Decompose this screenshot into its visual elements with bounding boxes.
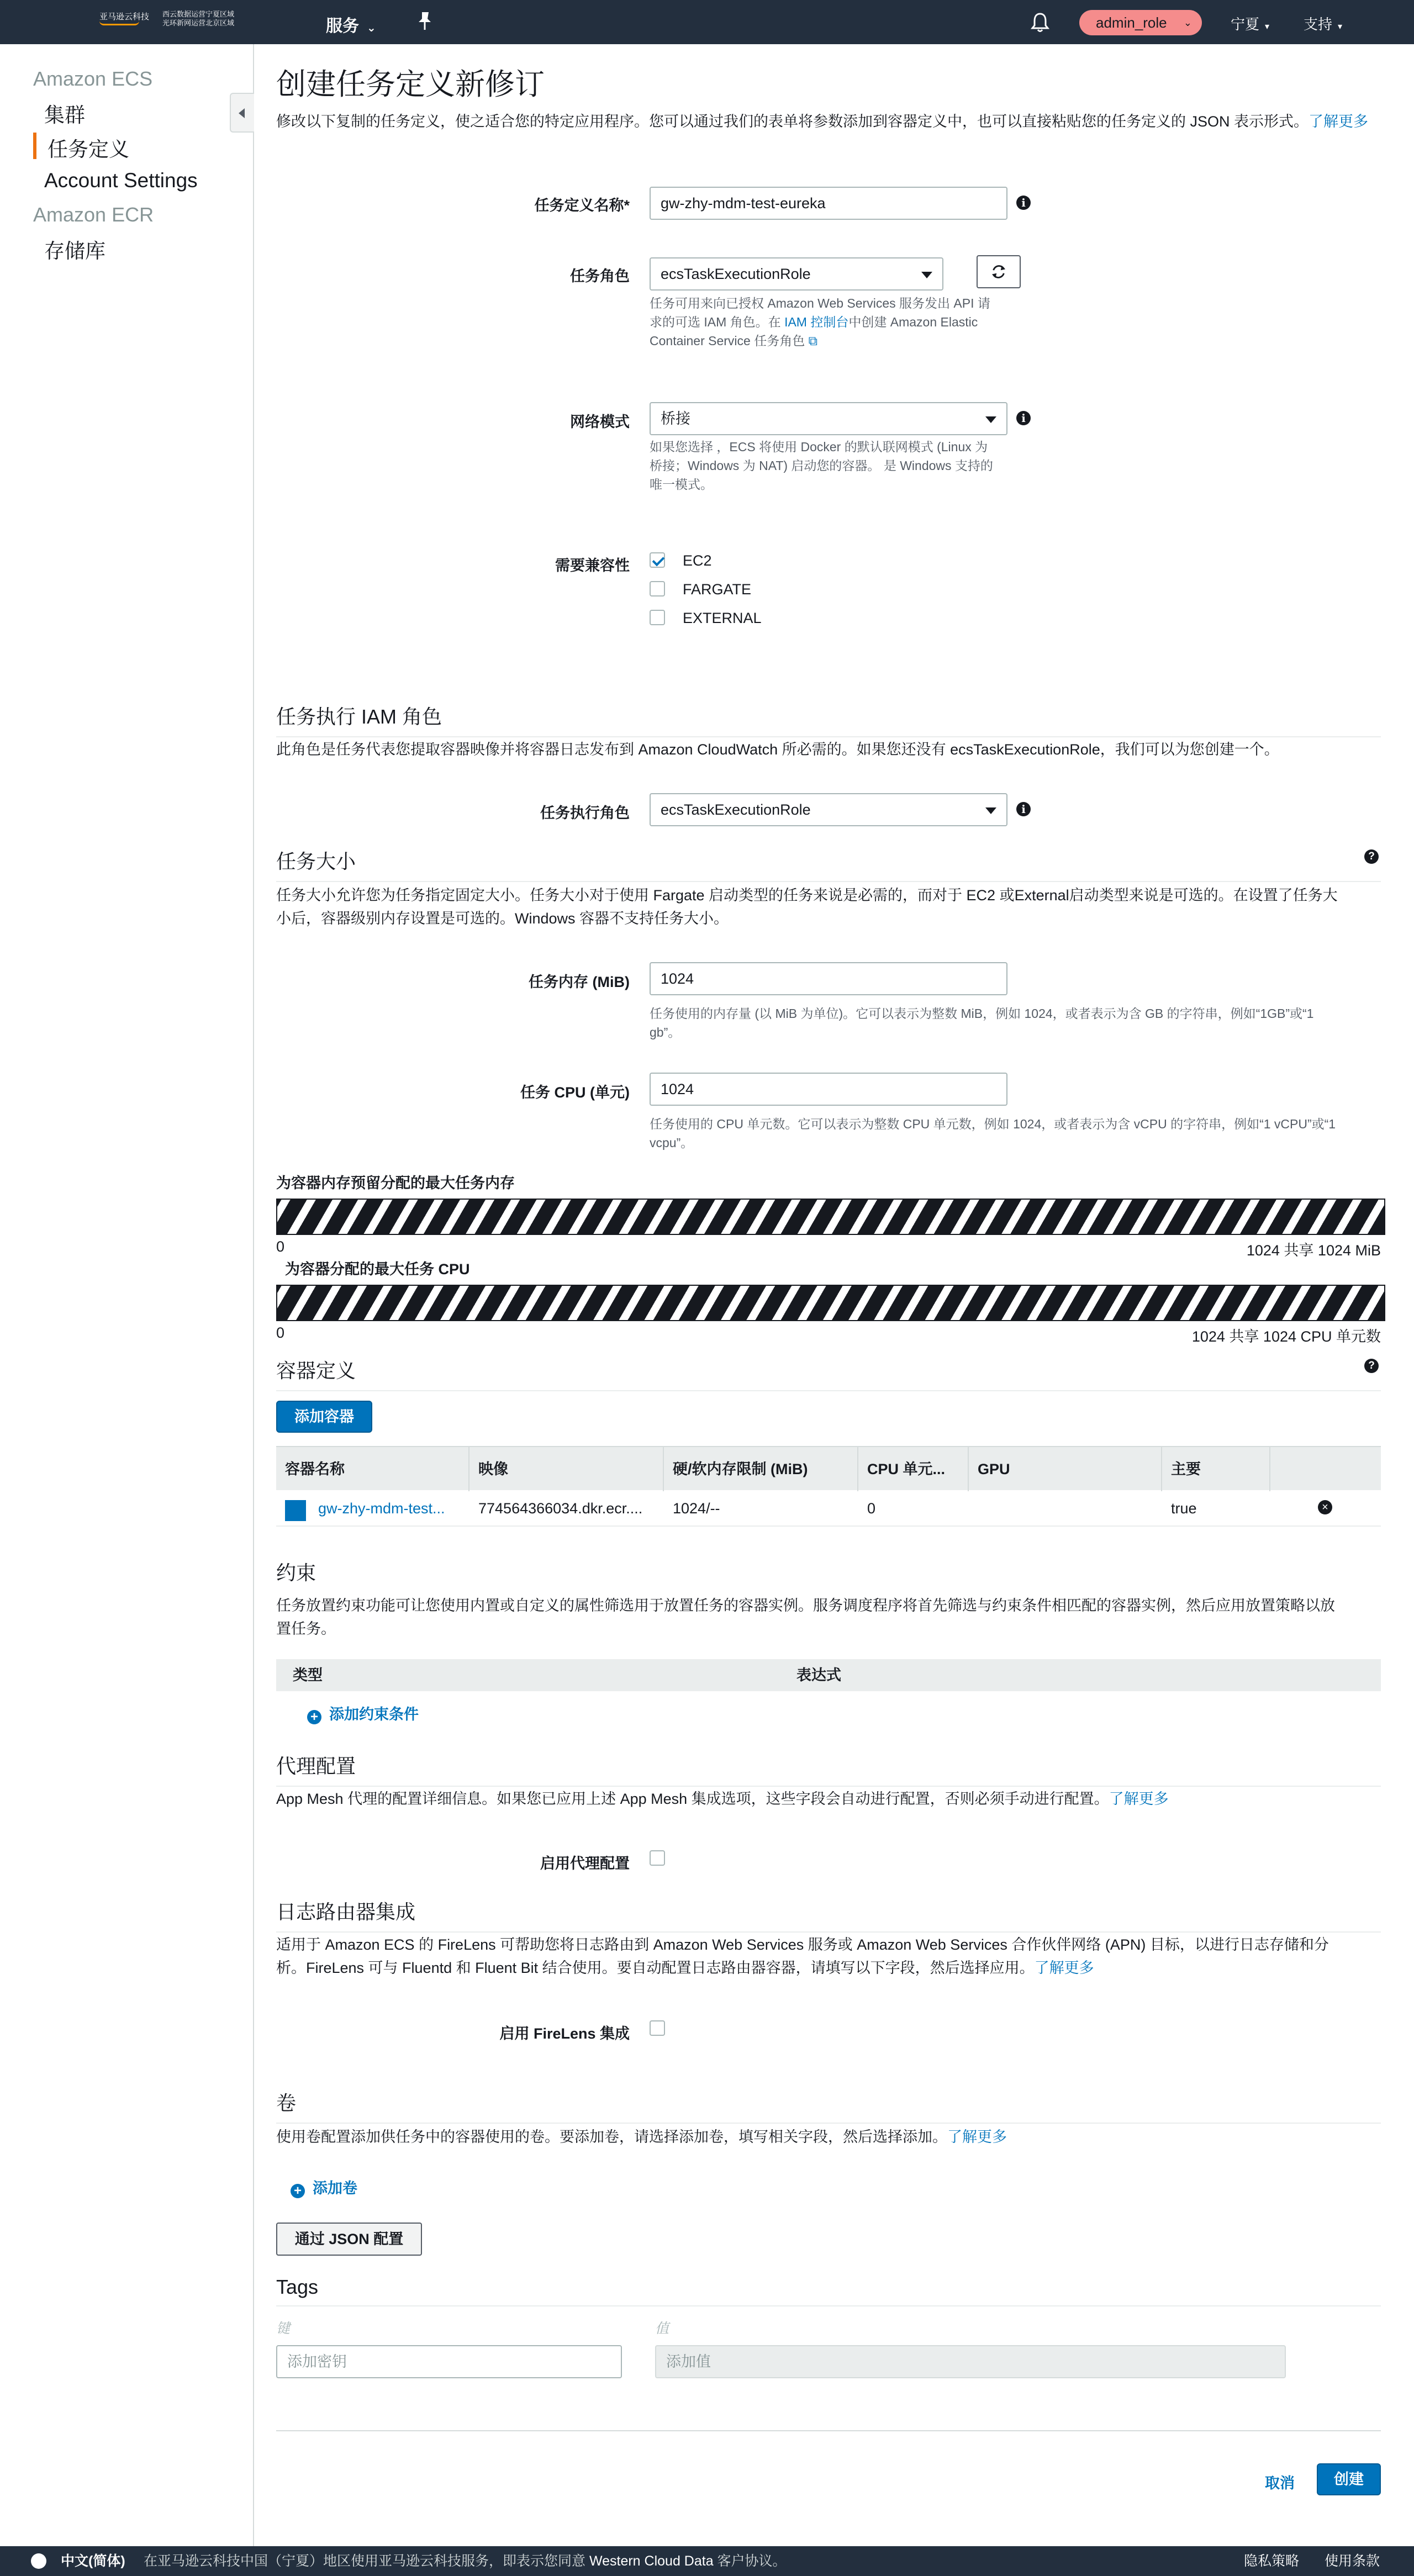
footer-agreement-party: Western Cloud Data xyxy=(589,2553,714,2569)
column-header[interactable]: 主要 xyxy=(1162,1447,1270,1491)
task-role-select[interactable] xyxy=(650,257,943,291)
info-icon[interactable] xyxy=(1016,802,1031,816)
network-mode-hint-line: 如果您选择 ，ECS 将使用 Docker 的默认联网模式 (Linux 为 xyxy=(650,440,988,454)
sidebar-collapse-button[interactable] xyxy=(230,93,254,133)
volumes-description-text: 使用卷配置添加供任务中的容器使用的卷。要添加卷，请选择添加卷，填写相关字段，然后选择添加。 xyxy=(276,2129,947,2145)
constraints-description xyxy=(276,1594,1381,1640)
support-label: 支持 xyxy=(1304,16,1333,33)
services-menu[interactable] xyxy=(326,12,376,36)
pin-icon[interactable] xyxy=(416,10,433,32)
firelens-description xyxy=(276,1933,1381,1979)
task-cpu-label: 任务 CPU (单元) xyxy=(520,1084,630,1101)
learn-more-link[interactable]: 了解更多 xyxy=(947,2129,1007,2145)
chevron-down-icon: ⌄ xyxy=(367,22,376,34)
firelens-description-line: 析。FireLens 可与 Fluentd 和 Fluent Bit 结合使用。要自动配置日志路由器容器，请填写以下字段，然后选择应用。 xyxy=(276,1960,1035,1976)
ec2-label: EC2 xyxy=(683,552,712,569)
task-memory-hint xyxy=(650,1004,1390,1042)
refresh-button[interactable] xyxy=(977,255,1021,288)
tag-key-column-label: 键 xyxy=(276,2321,291,2336)
memory-allocation-meter xyxy=(276,1199,1385,1235)
container-essential: true xyxy=(1171,1500,1197,1517)
external-label: EXTERNAL xyxy=(683,610,762,626)
page-description xyxy=(276,110,1381,133)
cancel-link[interactable]: 取消 xyxy=(1265,2475,1295,2491)
caret-down-icon xyxy=(985,807,996,814)
external-checkbox[interactable] xyxy=(650,610,665,625)
task-size-description-line: 任务大小允许您为任务指定固定大小。任务大小对于使用 Fargate 启动类型的任务来说是必需的，而对于 EC2 或External启动类型来说是可选的。在设置了任务大 xyxy=(276,887,1338,904)
task-memory-label: 任务内存 (MiB) xyxy=(529,974,630,990)
column-header[interactable]: CPU 单元... xyxy=(858,1447,969,1491)
network-mode-value: 桥接 xyxy=(661,410,690,427)
cpu-allocation-meter xyxy=(276,1285,1385,1321)
iam-console-link[interactable]: IAM 控制台 xyxy=(784,315,849,329)
volumes-description xyxy=(276,2125,1381,2149)
plus-circle-icon: + xyxy=(291,2184,305,2198)
chevron-down-icon: ▾ xyxy=(1265,22,1270,31)
create-button[interactable]: 创建 xyxy=(1317,2463,1381,2495)
task-role-hint-line: 求的可选 IAM 角色。在 xyxy=(650,315,785,329)
sidebar-active-marker xyxy=(33,133,36,159)
enable-proxy-label: 启用代理配置 xyxy=(540,1855,630,1872)
container-color-swatch xyxy=(285,1500,306,1521)
task-role-label: 任务角色 xyxy=(570,268,630,284)
support-menu[interactable] xyxy=(1304,13,1342,34)
add-container-button[interactable]: 添加容器 xyxy=(276,1401,372,1433)
exec-role-label: 任务执行角色 xyxy=(540,805,630,821)
task-size-description xyxy=(276,884,1381,930)
enable-proxy-checkbox[interactable] xyxy=(650,1850,665,1866)
column-header[interactable]: 映像 xyxy=(469,1447,664,1491)
tags-section-title: Tags xyxy=(276,2276,1381,2306)
remove-container-icon[interactable]: × xyxy=(1318,1500,1332,1514)
firelens-section-title: 日志路由器集成 xyxy=(276,1897,1381,1933)
task-role-value: ecsTaskExecutionRole xyxy=(661,266,811,282)
top-navigation xyxy=(0,0,1414,44)
column-header[interactable]: 容器名称 xyxy=(276,1447,469,1491)
fargate-checkbox[interactable] xyxy=(650,581,665,597)
sidebar-item-repositories[interactable]: 存储库 xyxy=(44,240,105,262)
account-role-menu[interactable] xyxy=(1079,10,1202,35)
add-volume-link[interactable] xyxy=(291,2176,357,2198)
logo-region-beijing: 光环新网运营北京区域 xyxy=(162,19,235,27)
chevron-down-icon: ⌄ xyxy=(1183,17,1192,28)
tag-value-input[interactable]: 添加值 xyxy=(655,2345,1286,2378)
region-label: 宁夏 xyxy=(1231,16,1260,33)
task-def-name-label: 任务定义名称* xyxy=(534,197,630,214)
logo-region-ningxia: 西云数据运营宁夏区域 xyxy=(162,10,235,18)
cpu-meter-min: 0 xyxy=(276,1324,285,1341)
page-description-text: 修改以下复制的任务定义，使之适合您的特定应用程序。您可以通过我们的表单将参数添加到容器定义中，也可以直接粘贴您的任务定义的 JSON 表示形式。 xyxy=(276,113,1309,130)
role-label: admin_role xyxy=(1096,14,1167,31)
constraints-description-line: 任务放置约束功能可让您使用内置或自定义的属性筛选用于放置任务的容器实例。服务调度程序将首先筛选与约束条件相匹配的容器实例，然后应用放置策略以放 xyxy=(276,1597,1335,1614)
footer xyxy=(0,2546,1414,2576)
services-label: 服务 xyxy=(326,17,359,35)
learn-more-link[interactable]: 了解更多 xyxy=(1109,1791,1169,1807)
globe-icon xyxy=(31,2553,46,2569)
caret-down-icon xyxy=(985,416,996,423)
info-icon[interactable] xyxy=(1016,411,1031,425)
network-mode-label: 网络模式 xyxy=(570,414,630,430)
footer-agreement-text: 在亚马逊云科技中国（宁夏）地区使用亚马逊云科技服务，即表示您同意 xyxy=(144,2553,589,2569)
exec-role-section-title: 任务执行 IAM 角色 xyxy=(276,701,1381,737)
task-cpu-input[interactable]: 1024 xyxy=(650,1073,1007,1106)
configure-via-json-button[interactable]: 通过 JSON 配置 xyxy=(276,2223,422,2256)
constraints-table-header xyxy=(276,1659,1381,1691)
ec2-checkbox[interactable] xyxy=(650,552,665,568)
task-cpu-hint-line: vcpu”。 xyxy=(650,1136,694,1150)
footer-agreement xyxy=(144,2546,787,2576)
constraint-type-header: 类型 xyxy=(293,1667,323,1683)
network-mode-hint xyxy=(650,437,1036,494)
page-title: 创建任务定义新修订 xyxy=(276,68,545,101)
constraint-expression-header: 表达式 xyxy=(796,1667,841,1683)
memory-meter-label: 为容器内存预留分配的最大任务内存 xyxy=(276,1175,515,1191)
add-constraint-link[interactable] xyxy=(307,1702,419,1724)
terms-of-use-link[interactable]: 使用条款 xyxy=(1325,2553,1380,2569)
tag-value-column-label: 值 xyxy=(655,2321,669,2336)
table-row xyxy=(276,1490,1381,1527)
task-memory-input[interactable]: 1024 xyxy=(650,962,1007,995)
cpu-meter-label: 为容器分配的最大任务 CPU xyxy=(285,1261,470,1278)
proxy-description xyxy=(276,1787,1381,1810)
container-defs-section-title: 容器定义 xyxy=(276,1355,1381,1391)
container-table xyxy=(276,1446,1381,1529)
compatibility-label: 需要兼容性 xyxy=(555,557,630,574)
network-mode-hint-line: 桥接；Windows 为 NAT) 启动您的容器。 是 Windows 支持的 xyxy=(650,458,993,473)
help-icon[interactable]: ? xyxy=(1364,1359,1379,1373)
network-mode-select[interactable] xyxy=(650,402,1007,435)
task-size-description-line: 小后，容器级别内存设置是可选的。Windows 容器不支持任务大小。 xyxy=(276,910,729,927)
sidebar-group-ecr: Amazon ECR xyxy=(33,203,154,226)
proxy-section-title: 代理配置 xyxy=(276,1751,1381,1787)
exec-role-value: ecsTaskExecutionRole xyxy=(661,801,811,818)
container-memory: 1024/-- xyxy=(673,1500,720,1517)
volumes-section-title: 卷 xyxy=(276,2088,1381,2124)
container-cpu: 0 xyxy=(867,1500,876,1517)
plus-circle-icon: + xyxy=(307,1710,321,1724)
container-name-link[interactable]: gw-zhy-mdm-test... xyxy=(318,1500,445,1517)
enable-firelens-label: 启用 FireLens 集成 xyxy=(499,2025,630,2042)
divider xyxy=(276,2430,1381,2431)
task-cpu-hint xyxy=(650,1115,1390,1152)
task-role-hint xyxy=(650,294,1036,350)
language-selector[interactable]: 中文(简体) xyxy=(61,2553,125,2569)
add-volume-label: 添加卷 xyxy=(313,2180,357,2197)
column-header xyxy=(1270,1447,1381,1491)
firelens-description-line: 适用于 Amazon ECS 的 FireLens 可帮助您将日志路由到 Amazon Web Services 服务或 Amazon Web Services 合作伙伴网络 (APN) 目标，以进行日志存储和分 xyxy=(276,1936,1329,1953)
privacy-policy-link[interactable]: 隐私策略 xyxy=(1244,2553,1300,2569)
chevron-down-icon: ▾ xyxy=(1338,22,1343,31)
cpu-meter-max: 1024 共享 1024 CPU 单元数 xyxy=(1191,1328,1381,1345)
memory-meter-min: 0 xyxy=(276,1238,285,1255)
task-size-section-title: 任务大小 xyxy=(276,846,1381,882)
logo-text: 亚马逊云科技 xyxy=(99,12,150,22)
task-cpu-hint-line: 任务使用的 CPU 单元数。它可以表示为整数 CPU 单元数，例如 1024，或者表示为含 vCPU 的字符串，例如“1 vCPU”或“1 xyxy=(650,1117,1336,1131)
task-role-hint-line: 任务可用来向已授权 Amazon Web Services 服务发出 API 请 xyxy=(650,296,990,310)
learn-more-link[interactable]: 了解更多 xyxy=(1309,113,1369,130)
enable-firelens-checkbox[interactable] xyxy=(650,2020,665,2036)
info-icon[interactable] xyxy=(1016,196,1031,210)
logo[interactable] xyxy=(99,10,234,28)
task-def-name-input[interactable]: gw-zhy-mdm-test-eureka xyxy=(650,187,1007,220)
sidebar-group-ecs: Amazon ECS xyxy=(33,67,153,90)
learn-more-link[interactable]: 了解更多 xyxy=(1034,1960,1094,1976)
memory-meter-max: 1024 共享 1024 MiB xyxy=(1246,1242,1381,1259)
external-link-icon[interactable]: ⧉ xyxy=(808,334,818,348)
sidebar xyxy=(0,44,254,2546)
task-role-hint-line: 中创建 Amazon Elastic xyxy=(848,315,978,329)
bell-icon[interactable] xyxy=(1031,11,1049,33)
constraints-description-line: 置任务。 xyxy=(276,1620,336,1637)
column-header[interactable]: 硬/软内存限制 (MiB) xyxy=(664,1447,858,1491)
caret-down-icon xyxy=(921,272,932,278)
add-constraint-label: 添加约束条件 xyxy=(329,1706,419,1723)
footer-agreement-text: 客户协议。 xyxy=(713,2553,787,2569)
fargate-label: FARGATE xyxy=(683,581,752,598)
task-memory-hint-line: 任务使用的内存量 (以 MiB 为单位)。它可以表示为整数 MiB，例如 1024，或者表示为含 GB 的字符串，例如“1GB”或“1 xyxy=(650,1006,1314,1021)
network-mode-hint-line: 唯一模式。 xyxy=(650,477,713,492)
column-header[interactable]: GPU xyxy=(969,1447,1162,1491)
constraints-section-title: 约束 xyxy=(276,1561,316,1584)
tag-key-input[interactable]: 添加密钥 xyxy=(276,2345,622,2378)
help-icon[interactable]: ? xyxy=(1364,849,1379,864)
sidebar-item-account-settings[interactable]: Account Settings xyxy=(44,169,198,192)
exec-role-description: 此角色是任务代表您提取容器映像并将容器日志发布到 Amazon CloudWatch 所必需的。如果您还没有 ecsTaskExecutionRole，我们可以为您创建一个。 xyxy=(276,741,1279,758)
table-header xyxy=(276,1446,1381,1490)
exec-role-select[interactable] xyxy=(650,793,1007,826)
sidebar-item-task-definitions[interactable]: 任务定义 xyxy=(48,138,129,161)
task-memory-hint-line: gb”。 xyxy=(650,1025,681,1039)
sidebar-item-clusters[interactable]: 集群 xyxy=(44,104,85,126)
proxy-description-text: App Mesh 代理的配置详细信息。如果您已应用上述 App Mesh 集成选项，这些字段会自动进行配置，否则必须手动进行配置。 xyxy=(276,1791,1109,1807)
task-role-hint-line: Container Service 任务角色 xyxy=(650,334,805,348)
container-gpu xyxy=(969,1490,1162,1527)
container-image: 774564366034.dkr.ecr.... xyxy=(478,1500,643,1517)
region-menu[interactable] xyxy=(1231,13,1269,34)
